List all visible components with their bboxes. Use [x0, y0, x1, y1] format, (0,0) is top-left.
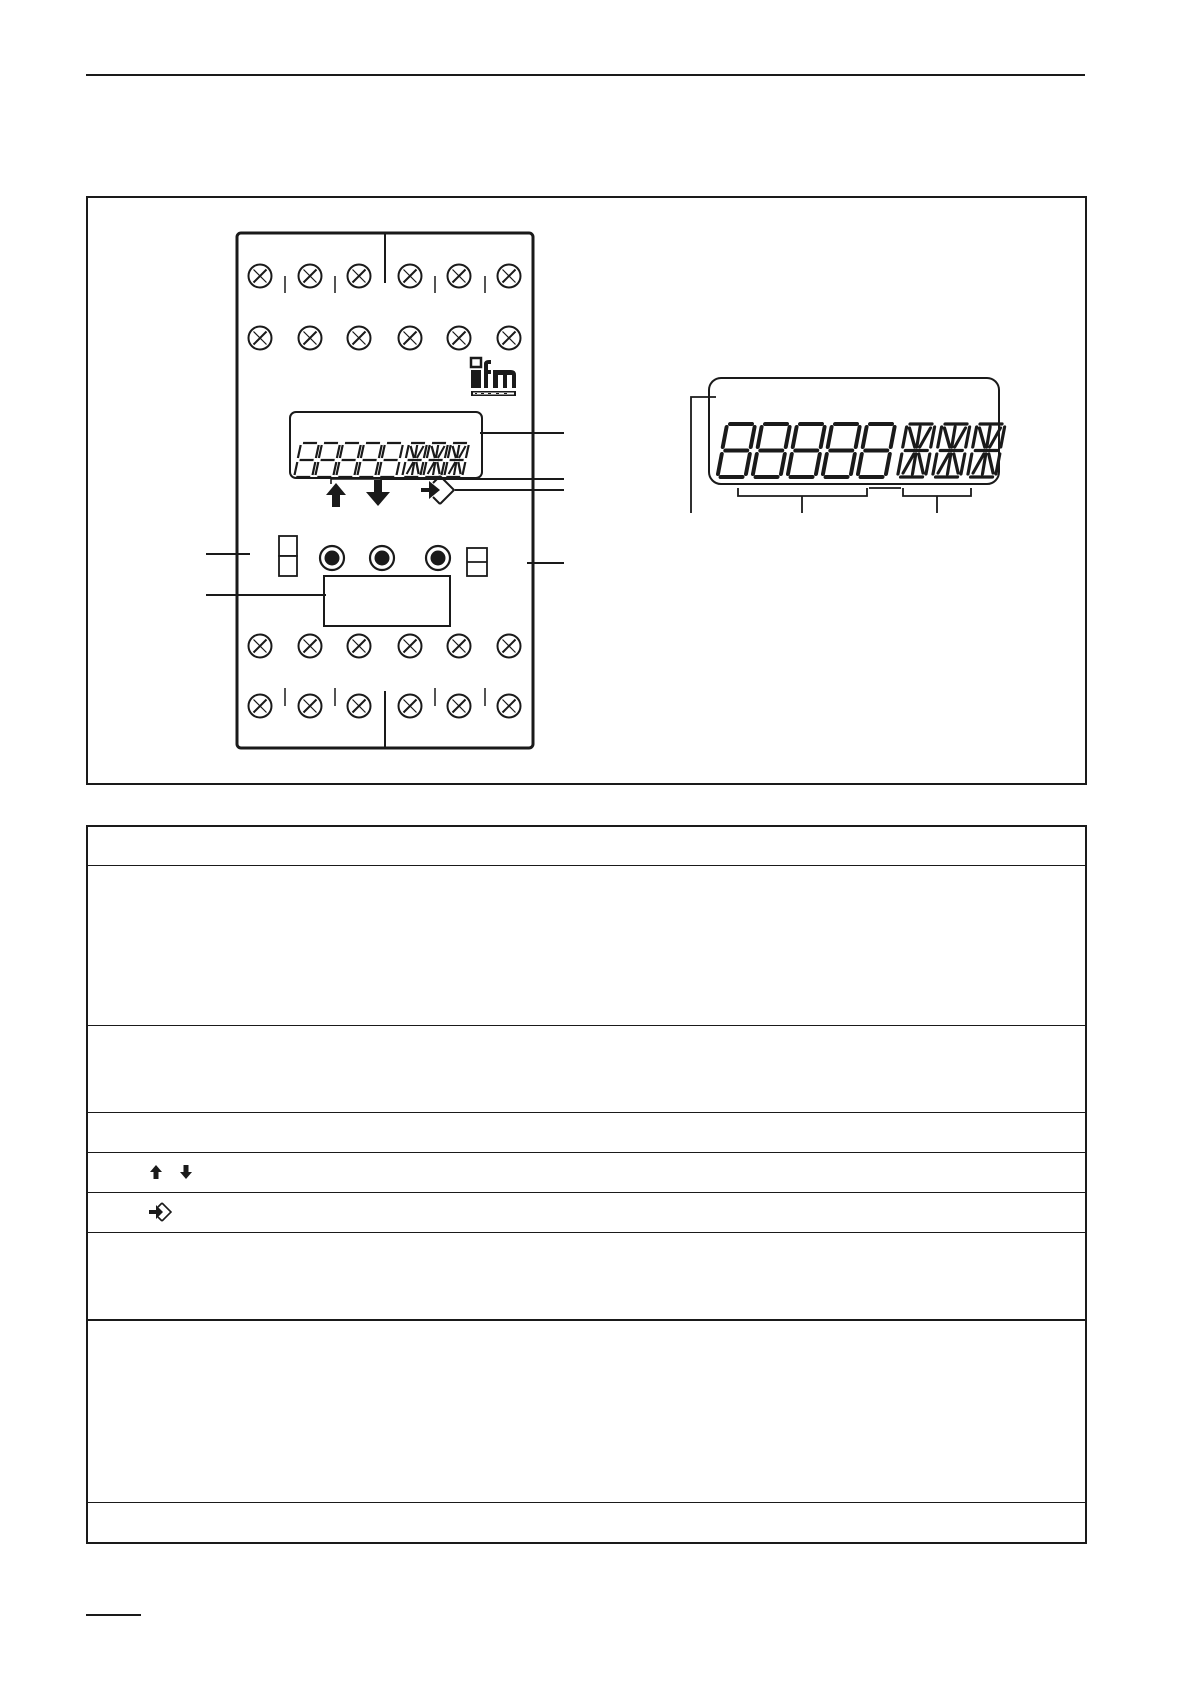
- arrow-up-icon: [148, 1164, 164, 1180]
- label-field: [324, 576, 450, 626]
- legend-table: [86, 825, 1087, 1544]
- enter-icon: [148, 1202, 172, 1222]
- table-header-row: [88, 827, 1085, 866]
- table-row-7: [88, 1321, 1085, 1503]
- arrow-down-icon: [178, 1164, 194, 1180]
- display-detail: [691, 378, 1005, 513]
- device-illustration: [88, 198, 1085, 783]
- table-row-4: [88, 1153, 1085, 1193]
- down-button: [370, 546, 394, 570]
- up-button: [320, 546, 344, 570]
- table-row-5: [88, 1193, 1085, 1233]
- table-row-3: [88, 1113, 1085, 1153]
- led-right: [467, 548, 487, 576]
- footer-rule: [86, 1614, 141, 1616]
- enter-button: [426, 546, 450, 570]
- led-left: [279, 536, 297, 576]
- table-row-1: [88, 866, 1085, 1026]
- header-rule: [86, 74, 1085, 76]
- table-row-6: [88, 1233, 1085, 1321]
- table-row-8: [88, 1503, 1085, 1542]
- table-row-2: [88, 1026, 1085, 1113]
- device-figure: [86, 196, 1087, 785]
